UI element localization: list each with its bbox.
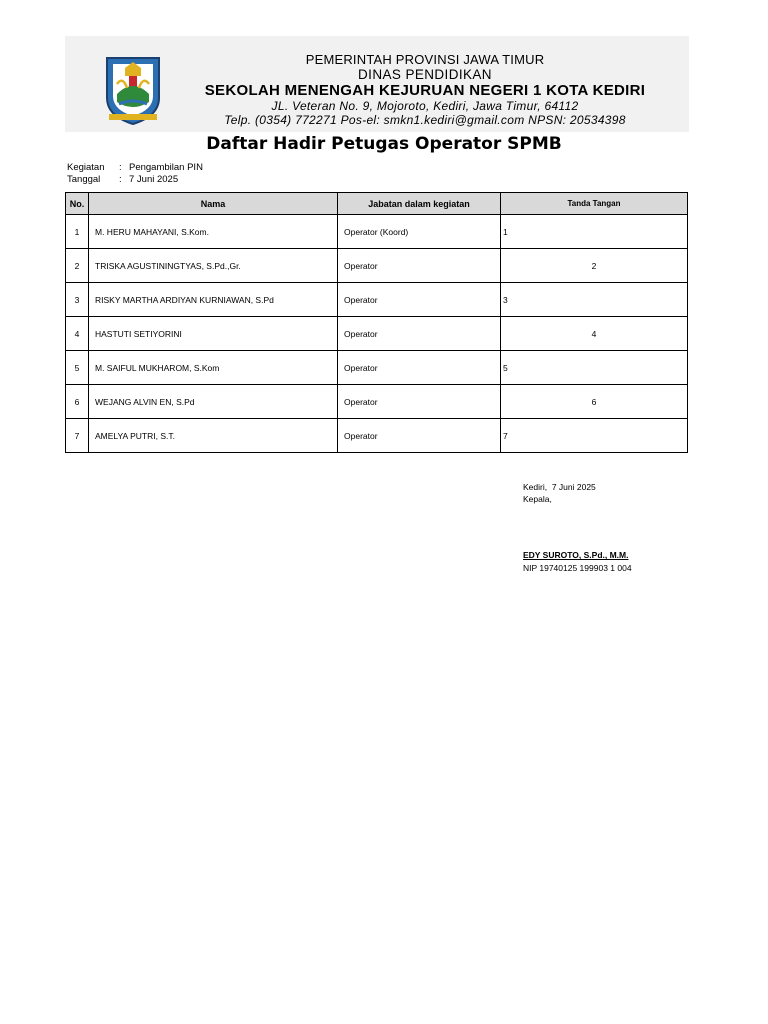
header-tanda-tangan: Tanda Tangan <box>501 193 688 215</box>
signature-number: 4 <box>591 328 597 339</box>
row-jabatan: Operator <box>338 385 501 419</box>
table-row <box>66 317 688 351</box>
kegiatan-value: Pengambilan PIN <box>129 162 203 173</box>
row-jabatan: Operator <box>338 317 501 351</box>
table-row <box>66 215 688 249</box>
row-signature-cell <box>501 249 688 283</box>
row-nama: M. SAIFUL MUKHAROM, S.Kom <box>89 351 338 385</box>
row-nama: HASTUTI SETIYORINI <box>89 317 338 351</box>
table-row <box>66 249 688 283</box>
row-signature-cell <box>501 215 688 249</box>
row-nama: WEJANG ALVIN EN, S.Pd <box>89 385 338 419</box>
signature-number: 1 <box>503 226 508 237</box>
signature-block <box>523 481 596 505</box>
signature-number: 6 <box>591 396 597 407</box>
row-nama: M. HERU MAHAYANI, S.Kom. <box>89 215 338 249</box>
letterhead-department: DINAS PENDIDIKAN <box>358 67 492 82</box>
row-no: 3 <box>66 283 89 317</box>
row-jabatan: Operator <box>338 351 501 385</box>
attendance-table <box>65 192 688 453</box>
header-jabatan: Jabatan dalam kegiatan <box>338 193 501 215</box>
letterhead-school-name: SEKOLAH MENENGAH KEJURUAN NEGERI 1 KOTA KEDIRI <box>204 82 646 99</box>
row-nama: AMELYA PUTRI, S.T. <box>89 419 338 453</box>
tanggal-value: 7 Juni 2025 <box>129 174 179 185</box>
row-jabatan: Operator (Koord) <box>338 215 501 249</box>
signer-name: EDY SUROTO, S.Pd., M.M. <box>523 550 629 560</box>
document-title: Daftar Hadir Petugas Operator SPMB <box>206 134 562 154</box>
table-header-row <box>66 193 688 215</box>
signature-role: Kepala, <box>523 494 552 504</box>
letterhead <box>65 36 689 132</box>
row-no: 2 <box>66 249 89 283</box>
signer-nip: NIP 19740125 199903 1 004 <box>523 563 632 573</box>
row-signature-cell <box>501 419 688 453</box>
row-jabatan: Operator <box>338 283 501 317</box>
tanggal-label: Tanggal <box>67 174 101 185</box>
table-row <box>66 283 688 317</box>
row-signature-cell <box>501 385 688 419</box>
header-nama: Nama <box>89 193 338 215</box>
kegiatan-colon: : <box>119 162 122 173</box>
row-signature-cell <box>501 317 688 351</box>
signature-number: 7 <box>503 430 508 441</box>
row-jabatan: Operator <box>338 419 501 453</box>
header-no: No. <box>66 193 89 215</box>
tanggal-colon: : <box>119 174 122 185</box>
row-no: 7 <box>66 419 89 453</box>
row-signature-cell <box>501 283 688 317</box>
table-row <box>66 351 688 385</box>
letterhead-government: PEMERINTAH PROVINSI JAWA TIMUR <box>305 52 545 67</box>
east-java-emblem-icon <box>103 54 163 126</box>
kegiatan-label: Kegiatan <box>67 162 105 173</box>
row-jabatan: Operator <box>338 249 501 283</box>
signature-number: 2 <box>591 260 597 271</box>
table-row <box>66 419 688 453</box>
signature-number: 3 <box>503 294 508 305</box>
row-no: 1 <box>66 215 89 249</box>
activity-meta <box>67 162 203 186</box>
letterhead-contact: Telp. (0354) 772271 Pos-el: smkn1.kediri@gmail.com NPSN: 20534398 <box>224 113 626 127</box>
table-row <box>66 385 688 419</box>
row-signature-cell <box>501 351 688 385</box>
signature-number: 5 <box>503 362 508 373</box>
row-nama: TRISKA AGUSTININGTYAS, S.Pd.,Gr. <box>89 249 338 283</box>
row-no: 4 <box>66 317 89 351</box>
row-no: 5 <box>66 351 89 385</box>
row-no: 6 <box>66 385 89 419</box>
signature-place-date: Kediri, 7 Juni 2025 <box>523 482 596 492</box>
letterhead-address: JL. Veteran No. 9, Mojoroto, Kediri, Jawa Timur, 64112 <box>271 99 579 113</box>
row-nama: RISKY MARTHA ARDIYAN KURNIAWAN, S.Pd <box>89 283 338 317</box>
